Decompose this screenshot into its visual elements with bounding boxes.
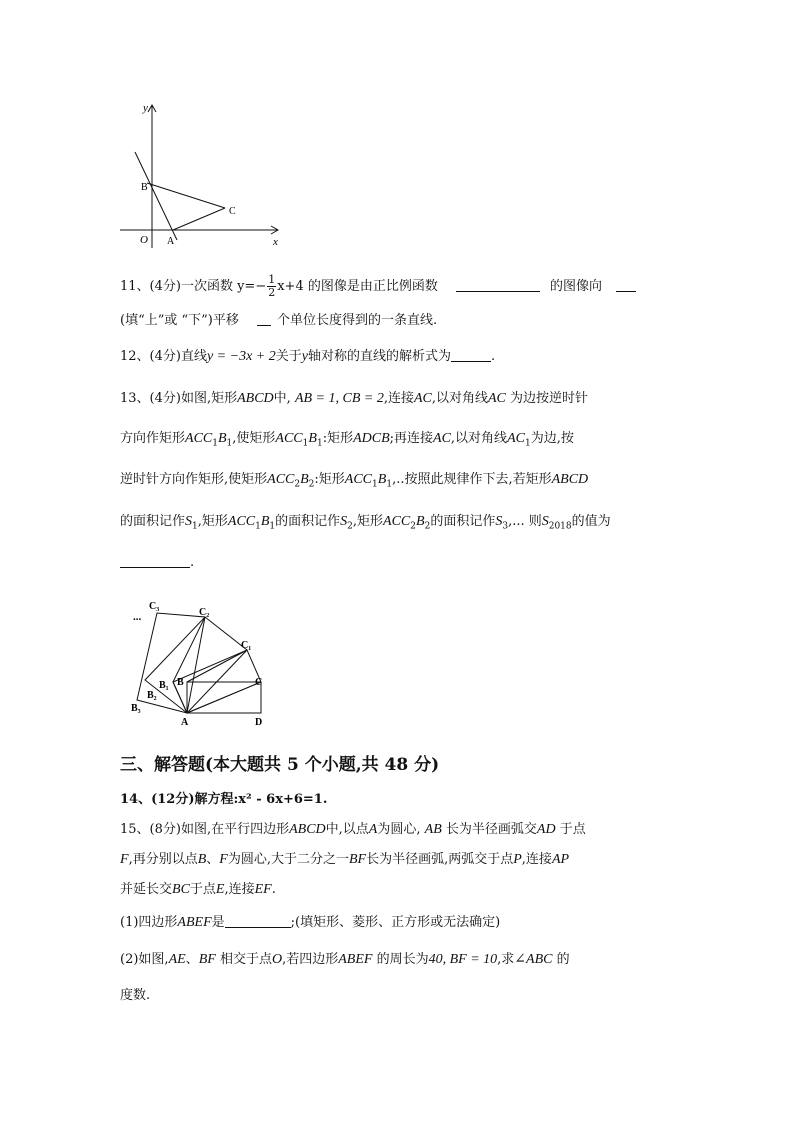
answer-blank-11c[interactable] bbox=[257, 311, 271, 326]
question-13-line-2: 方向作矩形$ACC_1B_1$,使矩形$ACC_1B_1$:矩形ADCB;再连接AC,以对角线$AC_1$为边,按 bbox=[120, 431, 574, 449]
label-dots: ... bbox=[133, 611, 142, 623]
diag-b1-c2 bbox=[173, 617, 205, 682]
section-3-heading: 三、解答题(本大题共 5 个小题,共 48 分) bbox=[120, 755, 440, 775]
point-b-label: B bbox=[141, 182, 148, 193]
label-b: B bbox=[177, 677, 184, 688]
question-11-line-1: 11、(4分)一次函数 y=− $\frac{1}{2}$ x+4 的图像是由正比例函数 的图像向 bbox=[120, 274, 636, 299]
question-14: 14、(12分)解方程:x² - 6x+6=1. bbox=[120, 792, 328, 807]
label-c: C bbox=[255, 677, 263, 688]
label-b1: B₁ bbox=[159, 680, 169, 691]
origin-label: O bbox=[140, 234, 148, 246]
question-13-line-3: 逆时针方向作矩形,使矩形$ACC_2B_2$:矩形$ACC_1B_1$,..按照此规律作下去,若矩形ABCD bbox=[120, 472, 589, 490]
answer-blank-15-1[interactable] bbox=[225, 913, 291, 928]
segment-b-c bbox=[147, 183, 225, 208]
question-12: 12、(4分)直线y = −3x + 2关于y轴对称的直线的解析式为 . bbox=[120, 349, 496, 364]
label-a: A bbox=[181, 717, 189, 728]
question-15-part-2: (2)如图,AE、BF 相交于点O,若四边形ABEF 的周长为40, BF = 10,求∠ABC 的 bbox=[120, 952, 570, 967]
question-15-line-3: 并延长交BC于点E,连接EF. bbox=[120, 882, 276, 897]
question-15-part-1: (1)四边形ABEF是 ;(填矩形、菱形、正方形或无法确定) bbox=[120, 915, 501, 930]
answer-blank-12[interactable] bbox=[451, 347, 491, 362]
question-15-part-2-end: 度数. bbox=[120, 988, 151, 1003]
y-label: y bbox=[143, 102, 148, 114]
label-c2: C₂ bbox=[199, 607, 210, 618]
answer-blank-11a[interactable] bbox=[456, 277, 540, 292]
question-13-line-5: . bbox=[120, 553, 194, 573]
answer-blank-13[interactable] bbox=[120, 553, 190, 568]
question-11-line-2: (填“上”或 “下”)平移 个单位长度得到的一条直线. bbox=[120, 313, 438, 328]
point-c-label: C bbox=[229, 206, 236, 217]
fraction-one-half: $\frac{1}{2}$ bbox=[268, 273, 276, 299]
label-c1: C₁ bbox=[241, 640, 252, 651]
point-a-label: A bbox=[167, 236, 175, 247]
question-13-line-4: 的面积记作$S_1$,矩形$ACC_1B_1$的面积记作$S_2$,矩形$ACC_2B_2$的面积记作$S_3$,... 则$S_{2018}$的值为 bbox=[120, 514, 611, 532]
label-b3: B₃ bbox=[131, 703, 141, 714]
question-15-line-2: F,再分别以点B、F为圆心,大于二分之一BF长为半径画弧,两弧交于点P,连接AP bbox=[120, 852, 570, 867]
diag-a-c bbox=[187, 682, 261, 713]
segment-a-c bbox=[173, 208, 225, 230]
line-through-a-b bbox=[135, 152, 177, 240]
question-13-line-1: 13、(4分)如图,矩形ABCD中, AB = 1, CB = 2,连接AC,以对角线AC 为边按逆时针 bbox=[120, 391, 589, 406]
answer-blank-11b[interactable] bbox=[616, 277, 636, 292]
x-label: x bbox=[273, 236, 278, 248]
label-b2: B₂ bbox=[147, 690, 157, 701]
label-c3: C₃ bbox=[149, 601, 160, 612]
coordinate-figure bbox=[115, 100, 290, 250]
label-d: D bbox=[255, 717, 263, 728]
rectangles-figure bbox=[125, 595, 285, 730]
question-15-line-1: 15、(8分)如图,在平行四边形ABCD中,以点A为圆心, AB 长为半径画弧交AD 于点 bbox=[120, 822, 586, 837]
